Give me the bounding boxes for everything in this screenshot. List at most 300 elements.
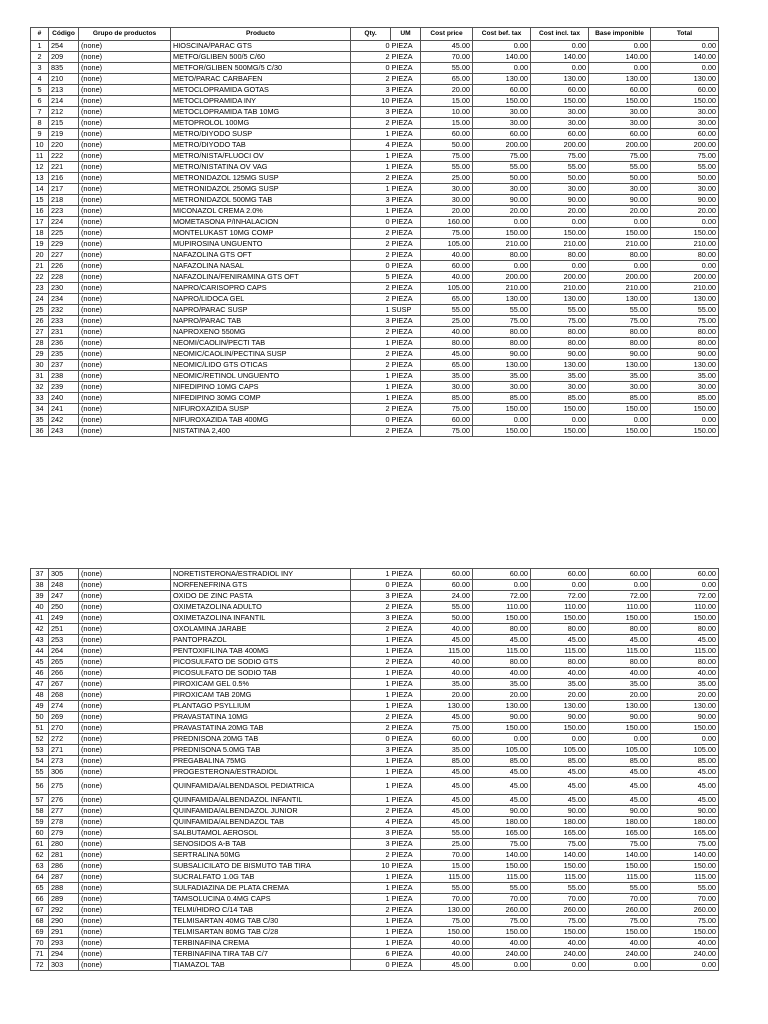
quantity-cell: 2 (351, 349, 391, 360)
product-code-cell: 239 (49, 382, 79, 393)
product-name-cell: METOCLOPRAMIDA GOTAS (171, 85, 351, 96)
unit-of-measure-cell: PIEZA (391, 657, 421, 668)
row-total-cell: 80.00 (651, 338, 719, 349)
product-code-cell: 250 (49, 602, 79, 613)
cost-before-tax-cell: 50.00 (473, 173, 531, 184)
product-code-cell: 224 (49, 217, 79, 228)
product-name-cell: NIFUROXAZIDA SUSP (171, 404, 351, 415)
cost-price-cell: 55.00 (421, 883, 473, 894)
product-code-cell: 228 (49, 272, 79, 283)
cost-price-cell: 45.00 (421, 806, 473, 817)
cost-before-tax-cell: 30.00 (473, 118, 531, 129)
product-code-cell: 216 (49, 173, 79, 184)
table-row (31, 162, 719, 173)
row-index-cell: 17 (31, 217, 49, 228)
row-index-cell: 58 (31, 806, 49, 817)
cost-including-tax-cell: 0.00 (531, 580, 589, 591)
cost-price-cell: 60.00 (421, 415, 473, 426)
cost-before-tax-cell: 30.00 (473, 382, 531, 393)
product-name-cell: METFOR/GLIBEN 500MG/5 C/30 (171, 63, 351, 74)
row-total-cell: 90.00 (651, 195, 719, 206)
table-row (31, 41, 719, 52)
table-row (31, 817, 719, 828)
cost-price-cell: 70.00 (421, 894, 473, 905)
cost-including-tax-cell: 0.00 (531, 734, 589, 745)
unit-of-measure-cell: PIEZA (391, 927, 421, 938)
product-code-cell: 268 (49, 690, 79, 701)
cost-price-cell: 24.00 (421, 591, 473, 602)
product-group-cell: (none) (79, 272, 171, 283)
product-name-cell: METOCLOPRAMIDA INY (171, 96, 351, 107)
product-code-cell: 281 (49, 850, 79, 861)
product-name-cell: SALBUTAMOL AEROSOL (171, 828, 351, 839)
product-group-cell: (none) (79, 338, 171, 349)
product-name-cell: TELMISARTAN 40MG TAB C/30 (171, 916, 351, 927)
table-header-row (31, 28, 719, 41)
product-code-cell: 306 (49, 767, 79, 778)
cost-before-tax-cell: 80.00 (473, 327, 531, 338)
product-name-cell: NAPROXENO 550MG (171, 327, 351, 338)
taxable-base-cell: 90.00 (589, 806, 651, 817)
cost-before-tax-cell: 80.00 (473, 250, 531, 261)
quantity-cell: 0 (351, 261, 391, 272)
taxable-base-cell: 85.00 (589, 756, 651, 767)
row-total-cell: 35.00 (651, 679, 719, 690)
row-total-cell: 140.00 (651, 850, 719, 861)
taxable-base-cell: 0.00 (589, 63, 651, 74)
product-name-cell: NIFUROXAZIDA TAB 400MG (171, 415, 351, 426)
row-total-cell: 130.00 (651, 360, 719, 371)
cost-including-tax-cell: 0.00 (531, 217, 589, 228)
product-group-cell: (none) (79, 668, 171, 679)
row-index-cell: 45 (31, 657, 49, 668)
product-code-cell: 265 (49, 657, 79, 668)
cost-including-tax-cell: 30.00 (531, 382, 589, 393)
quantity-cell: 1 (351, 938, 391, 949)
quantity-cell: 4 (351, 817, 391, 828)
row-total-cell: 90.00 (651, 806, 719, 817)
quantity-cell: 2 (351, 228, 391, 239)
unit-of-measure-cell: PIEZA (391, 426, 421, 437)
product-name-cell: QUINFAMIDA/ALBENDASOL PEDIATRICA (171, 778, 351, 795)
table-row (31, 679, 719, 690)
cost-before-tax-cell: 40.00 (473, 668, 531, 679)
cost-including-tax-cell: 150.00 (531, 96, 589, 107)
header-product-group: Grupo de productos (79, 28, 171, 41)
taxable-base-cell: 150.00 (589, 927, 651, 938)
taxable-base-cell: 0.00 (589, 960, 651, 971)
table-row (31, 624, 719, 635)
taxable-base-cell: 45.00 (589, 778, 651, 795)
product-name-cell: NIFEDIPINO 30MG COMP (171, 393, 351, 404)
row-total-cell: 72.00 (651, 591, 719, 602)
row-total-cell: 45.00 (651, 767, 719, 778)
cost-before-tax-cell: 150.00 (473, 404, 531, 415)
taxable-base-cell: 0.00 (589, 734, 651, 745)
taxable-base-cell: 210.00 (589, 283, 651, 294)
row-total-cell: 45.00 (651, 778, 719, 795)
quantity-cell: 2 (351, 250, 391, 261)
cost-before-tax-cell: 75.00 (473, 151, 531, 162)
row-total-cell: 60.00 (651, 569, 719, 580)
product-group-cell: (none) (79, 916, 171, 927)
cost-price-cell: 55.00 (421, 602, 473, 613)
product-group-cell: (none) (79, 415, 171, 426)
product-group-cell: (none) (79, 767, 171, 778)
product-name-cell: PIROXICAM GEL 0.5% (171, 679, 351, 690)
unit-of-measure-cell: SUSP (391, 305, 421, 316)
quantity-cell: 1 (351, 690, 391, 701)
table-row (31, 861, 719, 872)
cost-including-tax-cell: 80.00 (531, 327, 589, 338)
cost-price-cell: 60.00 (421, 580, 473, 591)
row-index-cell: 6 (31, 96, 49, 107)
taxable-base-cell: 55.00 (589, 305, 651, 316)
quantity-cell: 1 (351, 305, 391, 316)
taxable-base-cell: 30.00 (589, 118, 651, 129)
table-row (31, 426, 719, 437)
cost-before-tax-cell: 150.00 (473, 96, 531, 107)
quantity-cell: 2 (351, 173, 391, 184)
row-index-cell: 41 (31, 613, 49, 624)
row-total-cell: 70.00 (651, 894, 719, 905)
table-row (31, 806, 719, 817)
cost-including-tax-cell: 210.00 (531, 239, 589, 250)
row-total-cell: 260.00 (651, 905, 719, 916)
cost-price-cell: 45.00 (421, 349, 473, 360)
product-group-cell: (none) (79, 795, 171, 806)
cost-before-tax-cell: 150.00 (473, 861, 531, 872)
product-group-cell: (none) (79, 828, 171, 839)
taxable-base-cell: 150.00 (589, 404, 651, 415)
product-group-cell: (none) (79, 162, 171, 173)
product-name-cell: MOMETASONA P/INHALACION (171, 217, 351, 228)
product-name-cell: TIAMAZOL TAB (171, 960, 351, 971)
product-code-cell: 240 (49, 393, 79, 404)
taxable-base-cell: 75.00 (589, 839, 651, 850)
taxable-base-cell: 105.00 (589, 745, 651, 756)
cost-before-tax-cell: 150.00 (473, 228, 531, 239)
row-total-cell: 75.00 (651, 916, 719, 927)
row-total-cell: 180.00 (651, 817, 719, 828)
product-code-cell: 227 (49, 250, 79, 261)
cost-price-cell: 55.00 (421, 305, 473, 316)
quantity-cell: 1 (351, 151, 391, 162)
cost-including-tax-cell: 0.00 (531, 41, 589, 52)
unit-of-measure-cell: PIEZA (391, 635, 421, 646)
row-index-cell: 62 (31, 850, 49, 861)
product-code-cell: 236 (49, 338, 79, 349)
product-group-cell: (none) (79, 184, 171, 195)
product-name-cell: HIOSCINA/PARAC GTS (171, 41, 351, 52)
product-name-cell: NAFAZOLINA GTS OFT (171, 250, 351, 261)
cost-including-tax-cell: 72.00 (531, 591, 589, 602)
product-group-cell: (none) (79, 74, 171, 85)
product-name-cell: METRO/NISTA/FLUOCI OV (171, 151, 351, 162)
header-code: Código (49, 28, 79, 41)
product-code-cell: 294 (49, 949, 79, 960)
cost-price-cell: 80.00 (421, 338, 473, 349)
cost-price-cell: 40.00 (421, 668, 473, 679)
product-name-cell: NIFEDIPINO 10MG CAPS (171, 382, 351, 393)
taxable-base-cell: 150.00 (589, 228, 651, 239)
unit-of-measure-cell: PIEZA (391, 371, 421, 382)
table-row (31, 371, 719, 382)
product-group-cell: (none) (79, 850, 171, 861)
product-group-cell: (none) (79, 949, 171, 960)
cost-before-tax-cell: 45.00 (473, 778, 531, 795)
product-code-cell: 214 (49, 96, 79, 107)
product-group-cell: (none) (79, 701, 171, 712)
cost-before-tax-cell: 0.00 (473, 580, 531, 591)
row-total-cell: 165.00 (651, 828, 719, 839)
row-index-cell: 50 (31, 712, 49, 723)
product-code-cell: 271 (49, 745, 79, 756)
taxable-base-cell: 80.00 (589, 250, 651, 261)
row-index-cell: 3 (31, 63, 49, 74)
cost-before-tax-cell: 30.00 (473, 184, 531, 195)
row-index-cell: 34 (31, 404, 49, 415)
taxable-base-cell: 130.00 (589, 74, 651, 85)
product-name-cell: PREDNISONA 5.0MG TAB (171, 745, 351, 756)
cost-price-cell: 130.00 (421, 905, 473, 916)
row-total-cell: 0.00 (651, 261, 719, 272)
quantity-cell: 2 (351, 806, 391, 817)
product-group-cell: (none) (79, 690, 171, 701)
unit-of-measure-cell: PIEZA (391, 938, 421, 949)
cost-price-cell: 105.00 (421, 239, 473, 250)
quantity-cell: 1 (351, 795, 391, 806)
product-group-cell: (none) (79, 294, 171, 305)
row-total-cell: 45.00 (651, 795, 719, 806)
table-row (31, 646, 719, 657)
product-name-cell: SULFADIAZINA DE PLATA CREMA (171, 883, 351, 894)
cost-before-tax-cell: 130.00 (473, 701, 531, 712)
cost-before-tax-cell: 75.00 (473, 916, 531, 927)
product-group-cell: (none) (79, 283, 171, 294)
cost-before-tax-cell: 30.00 (473, 107, 531, 118)
cost-including-tax-cell: 75.00 (531, 916, 589, 927)
unit-of-measure-cell: PIEZA (391, 828, 421, 839)
cost-price-cell: 70.00 (421, 850, 473, 861)
quantity-cell: 3 (351, 613, 391, 624)
table-row (31, 195, 719, 206)
taxable-base-cell: 20.00 (589, 690, 651, 701)
unit-of-measure-cell: PIEZA (391, 129, 421, 140)
cost-before-tax-cell: 35.00 (473, 679, 531, 690)
product-group-cell: (none) (79, 129, 171, 140)
product-code-cell: 264 (49, 646, 79, 657)
cost-before-tax-cell: 90.00 (473, 349, 531, 360)
row-total-cell: 150.00 (651, 613, 719, 624)
table-row (31, 850, 719, 861)
product-code-cell: 254 (49, 41, 79, 52)
product-code-cell: 209 (49, 52, 79, 63)
unit-of-measure-cell: PIEZA (391, 905, 421, 916)
quantity-cell: 5 (351, 272, 391, 283)
cost-including-tax-cell: 260.00 (531, 905, 589, 916)
unit-of-measure-cell: PIEZA (391, 173, 421, 184)
product-name-cell: PROGESTERONA/ESTRADIOL (171, 767, 351, 778)
row-index-cell: 1 (31, 41, 49, 52)
row-total-cell: 210.00 (651, 239, 719, 250)
row-total-cell: 140.00 (651, 52, 719, 63)
unit-of-measure-cell: PIEZA (391, 806, 421, 817)
cost-including-tax-cell: 165.00 (531, 828, 589, 839)
taxable-base-cell: 140.00 (589, 52, 651, 63)
product-name-cell: SERTRALINA 50MG (171, 850, 351, 861)
product-group-cell: (none) (79, 861, 171, 872)
unit-of-measure-cell: PIEZA (391, 690, 421, 701)
product-code-cell: 275 (49, 778, 79, 795)
taxable-base-cell: 0.00 (589, 580, 651, 591)
cost-price-cell: 105.00 (421, 283, 473, 294)
cost-including-tax-cell: 20.00 (531, 690, 589, 701)
quantity-cell: 0 (351, 734, 391, 745)
cost-including-tax-cell: 150.00 (531, 404, 589, 415)
unit-of-measure-cell: PIEZA (391, 839, 421, 850)
unit-of-measure-cell: PIEZA (391, 151, 421, 162)
product-code-cell: 226 (49, 261, 79, 272)
product-group-cell: (none) (79, 195, 171, 206)
product-group-cell: (none) (79, 151, 171, 162)
row-total-cell: 55.00 (651, 162, 719, 173)
cost-price-cell: 45.00 (421, 635, 473, 646)
product-group-cell: (none) (79, 118, 171, 129)
product-group-cell: (none) (79, 305, 171, 316)
product-name-cell: NEOMIC/CAOLIN/PECTINA SUSP (171, 349, 351, 360)
row-index-cell: 36 (31, 426, 49, 437)
product-group-cell: (none) (79, 905, 171, 916)
taxable-base-cell: 30.00 (589, 382, 651, 393)
table-row (31, 927, 719, 938)
table-row (31, 767, 719, 778)
row-total-cell: 150.00 (651, 96, 719, 107)
quantity-cell: 1 (351, 756, 391, 767)
cost-including-tax-cell: 35.00 (531, 371, 589, 382)
product-code-cell: 229 (49, 239, 79, 250)
row-total-cell: 75.00 (651, 316, 719, 327)
quantity-cell: 2 (351, 327, 391, 338)
cost-before-tax-cell: 150.00 (473, 426, 531, 437)
row-index-cell: 39 (31, 591, 49, 602)
table-row (31, 107, 719, 118)
product-group-cell: (none) (79, 393, 171, 404)
cost-before-tax-cell: 110.00 (473, 602, 531, 613)
table-row (31, 415, 719, 426)
row-total-cell: 0.00 (651, 63, 719, 74)
taxable-base-cell: 55.00 (589, 883, 651, 894)
cost-price-cell: 10.00 (421, 107, 473, 118)
table-row (31, 129, 719, 140)
cost-before-tax-cell: 45.00 (473, 767, 531, 778)
taxable-base-cell: 210.00 (589, 239, 651, 250)
cost-before-tax-cell: 35.00 (473, 371, 531, 382)
cost-price-cell: 55.00 (421, 63, 473, 74)
header-index: # (31, 28, 49, 41)
row-total-cell: 85.00 (651, 393, 719, 404)
taxable-base-cell: 35.00 (589, 679, 651, 690)
cost-before-tax-cell: 90.00 (473, 712, 531, 723)
table-row (31, 591, 719, 602)
cost-including-tax-cell: 150.00 (531, 426, 589, 437)
row-total-cell: 40.00 (651, 938, 719, 949)
cost-price-cell: 45.00 (421, 960, 473, 971)
row-total-cell: 0.00 (651, 734, 719, 745)
cost-price-cell: 35.00 (421, 745, 473, 756)
quantity-cell: 2 (351, 657, 391, 668)
product-code-cell: 267 (49, 679, 79, 690)
unit-of-measure-cell: PIEZA (391, 107, 421, 118)
cost-including-tax-cell: 55.00 (531, 162, 589, 173)
table-row (31, 723, 719, 734)
product-name-cell: QUINFAMIDA/ALBENDAZOL INFANTIL (171, 795, 351, 806)
product-name-cell: PANTOPRAZOL (171, 635, 351, 646)
table-row (31, 63, 719, 74)
table-row (31, 938, 719, 949)
cost-including-tax-cell: 45.00 (531, 795, 589, 806)
quantity-cell: 1 (351, 668, 391, 679)
unit-of-measure-cell: PIEZA (391, 162, 421, 173)
product-group-cell: (none) (79, 734, 171, 745)
cost-before-tax-cell: 115.00 (473, 646, 531, 657)
cost-including-tax-cell: 30.00 (531, 184, 589, 195)
product-code-cell: 217 (49, 184, 79, 195)
row-total-cell: 150.00 (651, 861, 719, 872)
cost-price-cell: 55.00 (421, 828, 473, 839)
row-index-cell: 37 (31, 569, 49, 580)
table-row (31, 602, 719, 613)
cost-including-tax-cell: 55.00 (531, 305, 589, 316)
unit-of-measure-cell: PIEZA (391, 118, 421, 129)
row-index-cell: 33 (31, 393, 49, 404)
product-name-cell: SUBSALICILATO DE BISMUTO TAB TIRA (171, 861, 351, 872)
unit-of-measure-cell: PIEZA (391, 949, 421, 960)
cost-price-cell: 75.00 (421, 723, 473, 734)
cost-before-tax-cell: 85.00 (473, 393, 531, 404)
taxable-base-cell: 140.00 (589, 850, 651, 861)
cost-price-cell: 40.00 (421, 949, 473, 960)
product-group-cell: (none) (79, 140, 171, 151)
row-index-cell: 49 (31, 701, 49, 712)
row-index-cell: 16 (31, 206, 49, 217)
inventory-table-page-2 (30, 568, 719, 971)
product-code-cell: 222 (49, 151, 79, 162)
taxable-base-cell: 150.00 (589, 96, 651, 107)
product-group-cell: (none) (79, 426, 171, 437)
unit-of-measure-cell: PIEZA (391, 195, 421, 206)
product-code-cell: 278 (49, 817, 79, 828)
table-row (31, 569, 719, 580)
cost-price-cell: 30.00 (421, 382, 473, 393)
cost-before-tax-cell: 90.00 (473, 806, 531, 817)
unit-of-measure-cell: PIEZA (391, 861, 421, 872)
cost-before-tax-cell: 20.00 (473, 206, 531, 217)
cost-price-cell: 160.00 (421, 217, 473, 228)
cost-before-tax-cell: 260.00 (473, 905, 531, 916)
taxable-base-cell: 115.00 (589, 646, 651, 657)
row-index-cell: 46 (31, 668, 49, 679)
taxable-base-cell: 260.00 (589, 905, 651, 916)
product-group-cell: (none) (79, 635, 171, 646)
table-row (31, 261, 719, 272)
product-name-cell: QUINFAMIDA/ALBENDAZOL TAB (171, 817, 351, 828)
row-index-cell: 70 (31, 938, 49, 949)
row-total-cell: 45.00 (651, 635, 719, 646)
product-name-cell: PLANTAGO PSYLLIUM (171, 701, 351, 712)
cost-before-tax-cell: 75.00 (473, 316, 531, 327)
product-name-cell: MICONAZOL CREMA 2.0% (171, 206, 351, 217)
